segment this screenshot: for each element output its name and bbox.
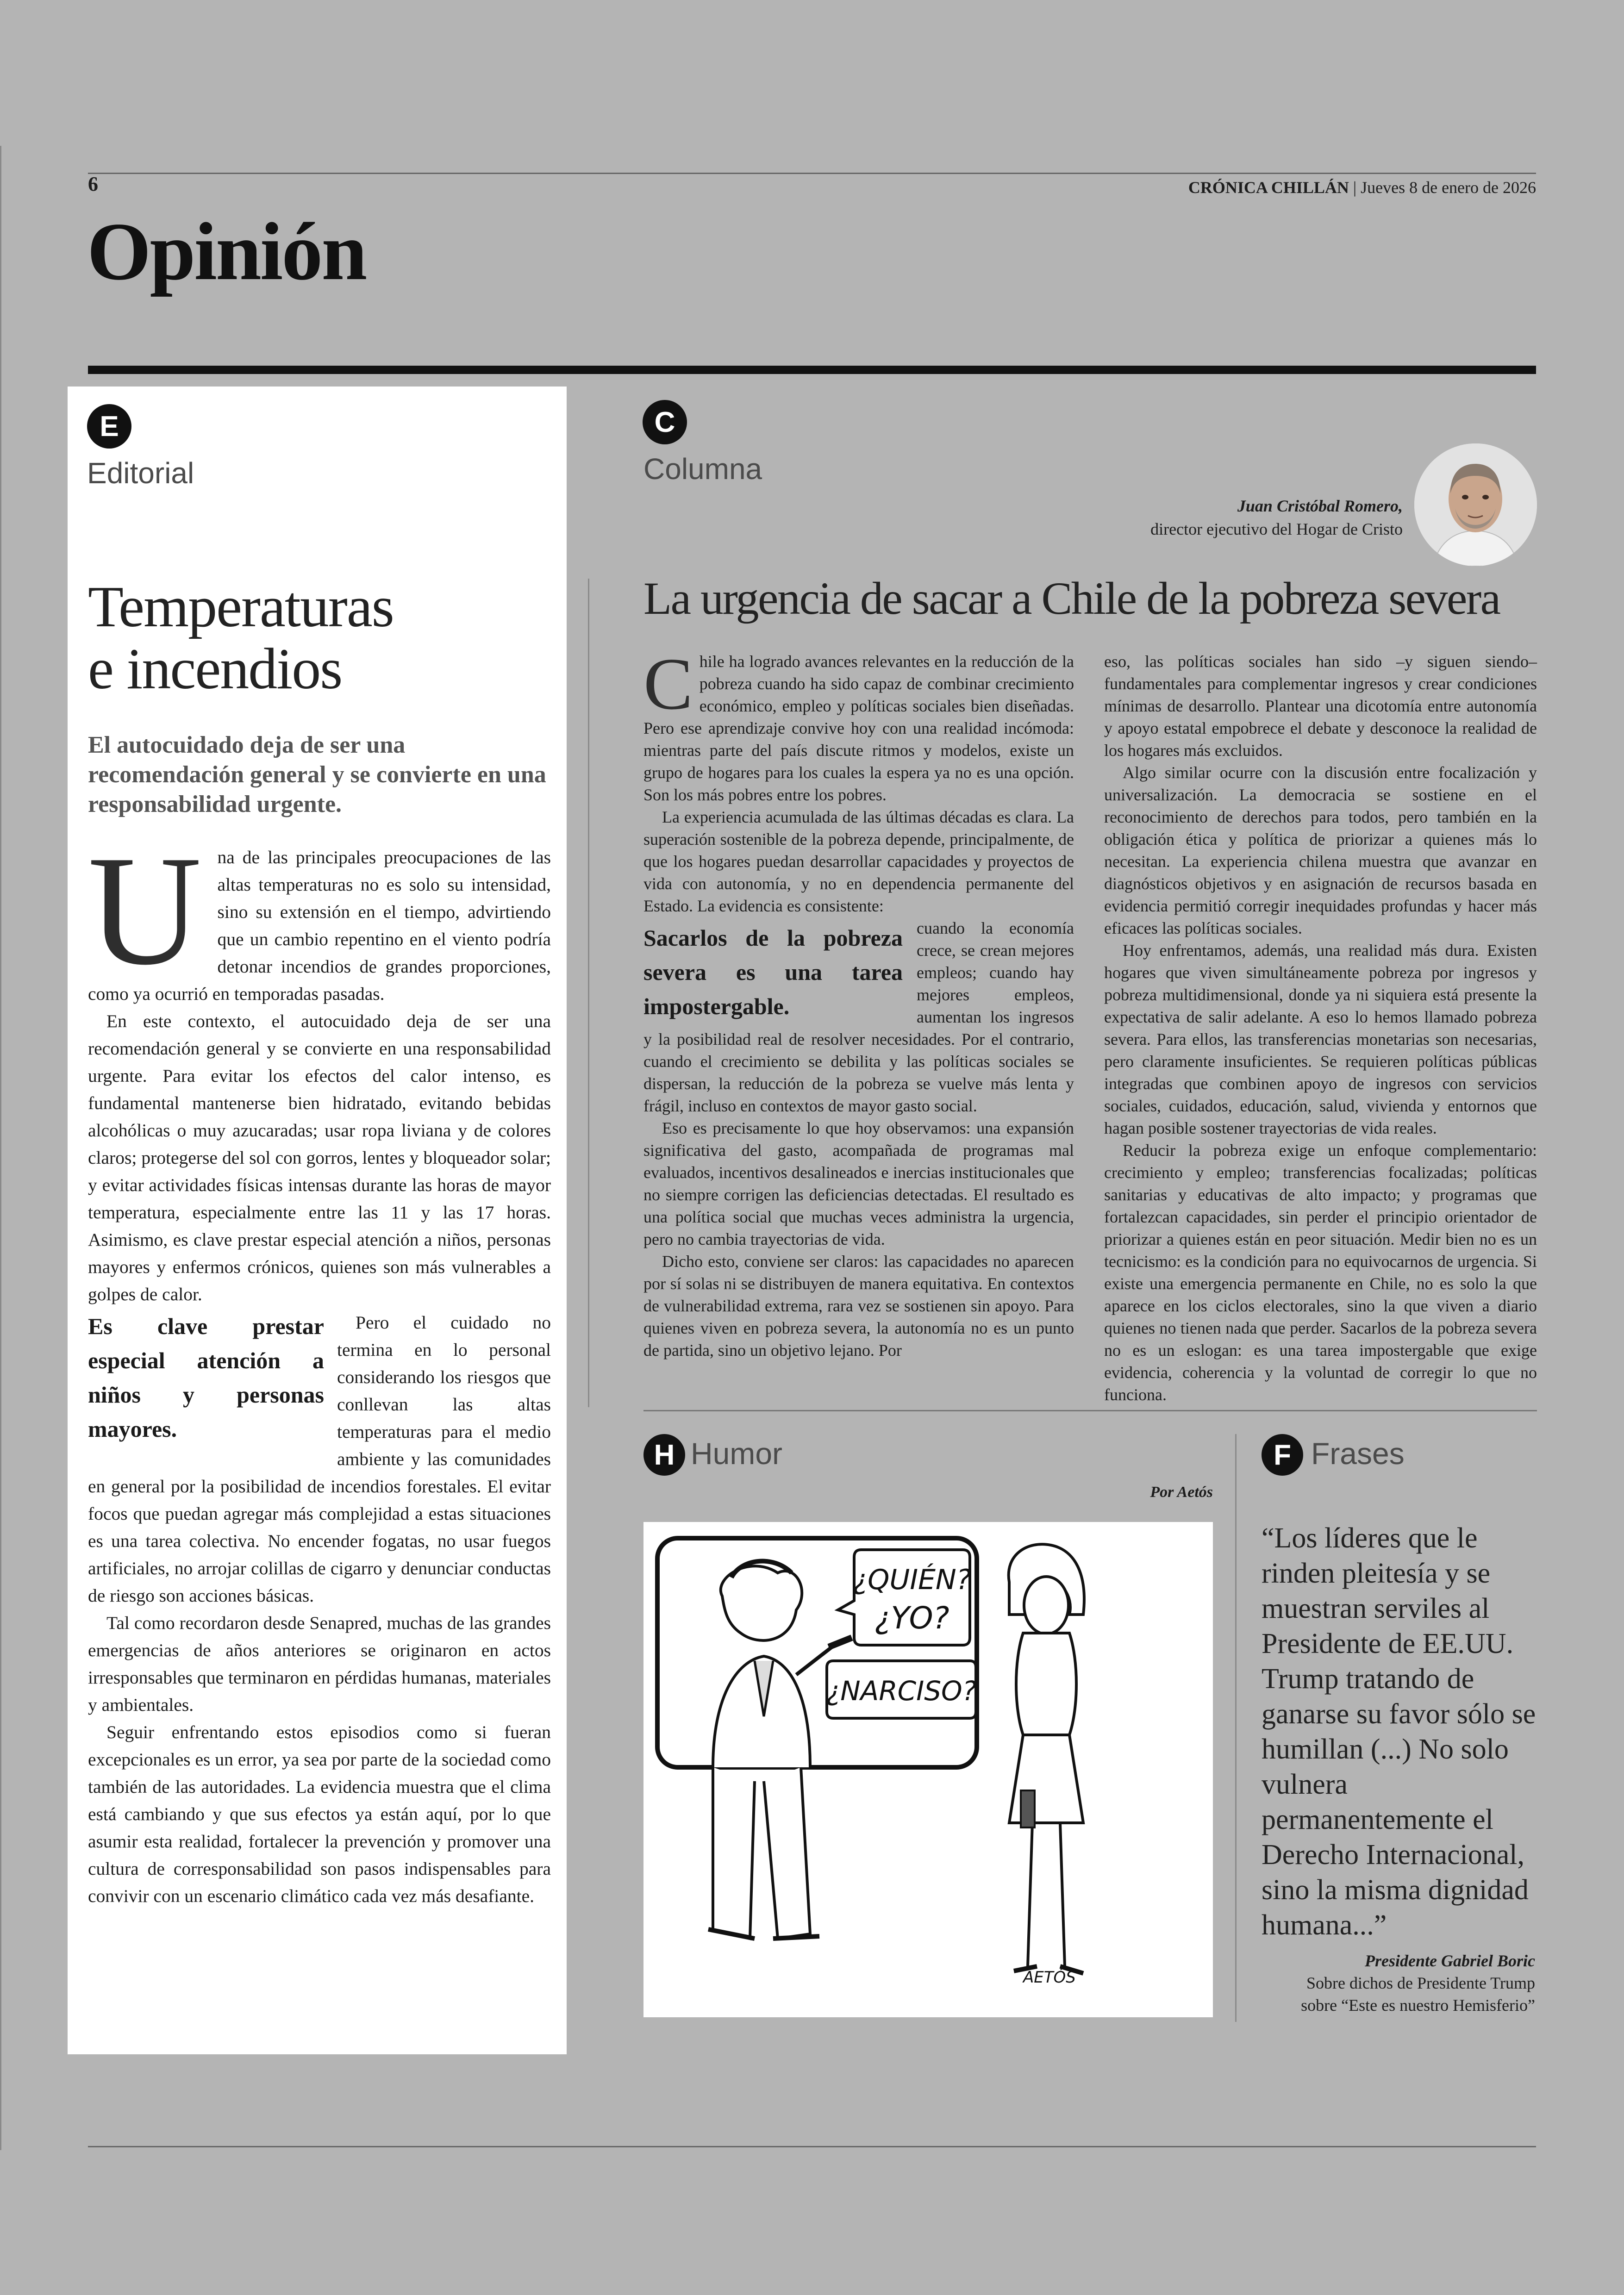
humor-frases-separator [1235, 1434, 1237, 2022]
top-rule [88, 173, 1536, 174]
column-paragraph-3: Eso es precisamente lo que hoy observamos: una expansión significativa del gasto, acompañada de programas mal evaluados, incentivos desalineados e inercias institucionales que no siempre corrigen las deficiencias detectadas. El resultado es una política social que muchas veces administra la urgencia, pero no cambia trayectorias de vida. [643, 1119, 1074, 1248]
column-paragraph-2: La experiencia acumulada de las últimas décadas es clara. La superación sostenible de la pobreza depende, principalmente, de que los hogares puedan desarrollar capacidades y proyectos de vida con autonomía, y no en dependencia permanente del Estado. La evidencia es consistente: [643, 808, 1074, 915]
editorial-column-separator [588, 579, 589, 1407]
editorial-label: Editorial [87, 456, 194, 490]
column-body-right [1104, 650, 1537, 1404]
author-portrait-illustration [1414, 443, 1537, 566]
cartoon-signature: AETÓS [1023, 1968, 1076, 1987]
frases-source-line2: sobre “Este es nuestro Hemisferio” [1301, 1996, 1535, 2014]
editorial-paragraph-5: Seguir enfrentando estos episodios como si fueran excepcionales es un error, ya sea por parte de la sociedad como también de las autoridades. La evidencia muestra que el clima está cambiando y que sus efectos ya están aquí, por lo que asumir esta realidad, fortalecer la prevención y promover una cultura de corresponsabilidad son pasos indispensables para convivir con un escenario climático cada vez más desafiante. [88, 1722, 551, 1906]
column-dropcap: C [643, 642, 693, 725]
bubble-line-1: ¿QUIÉN? [853, 1564, 971, 1596]
column-paragraph-5: eso, las políticas sociales han sido –y siguen siendo– fundamentales para complementar ingresos y crear condiciones mínimas de desarrollo. Plantear una dicotomía entre autonomía y apoyo estatal empobrece el debate y desconoce la realidad de los hogares más excluidos. [1104, 652, 1537, 760]
column-label: Columna [643, 452, 762, 486]
page-number: 6 [88, 173, 98, 195]
humor-badge: H [643, 1434, 685, 1476]
frases-quote: “Los líderes que le rinden pleitesía y se muestran serviles al Presidente de EE.UU. Trump tratando de ganarse su favor sólo se humillan (...) No solo vulnera permanentemente el Derecho Internacional, sino la misma dignidad humana...” [1262, 1522, 1536, 1941]
left-page-edge [0, 146, 1, 2150]
dateline [1188, 178, 1536, 197]
author-name: Juan Cristóbal Romero, [1237, 497, 1403, 515]
column-paragraph-8: Reducir la pobreza exige un enfoque complementario: crecimiento y empleo; transferencias focalizadas; políticas sanitarias y educativas de alto impacto; y programas que fortalezcan capacidades, sin perder el principio orientador de priorizar a quienes están en peor situación. Medir bien no es un tecnicismo: es la condición para no equivocarnos de urgencia. Si existe una emergencia permanente en Chile, no es solo la que aparece en los ciclos electorales, sino la que viven a diario quienes no tienen nada que perder. Sacarlos de la pobreza severa no es un eslogan: es una tarea impostergable que exige evidencia, coherencia y la voluntad de corregir lo que no funciona. [1104, 1141, 1537, 1404]
editorial-paragraph-4: Tal como recordaron desde Senapred, muchas de las grandes emergencias de años anteriores se originaron en actos irresponsables que terminaron en pérdidas humanas, materiales y ambientales. [88, 1613, 551, 1715]
section-divider [88, 366, 1536, 374]
column-title: La urgencia de sacar a Chile de la pobreza severa [643, 573, 1500, 624]
section-title: Opinión [87, 206, 366, 297]
humor-label: Humor [691, 1436, 783, 1471]
bubble-narciso: ¿NARCISO? [826, 1675, 977, 1707]
editorial-badge: E [87, 404, 131, 449]
column-bottom-rule [643, 1410, 1537, 1411]
frases-source-name: Presidente Gabriel Boric [1365, 1952, 1535, 1970]
author-photo [1414, 443, 1537, 566]
editorial-title-line2: e incendios [88, 637, 342, 701]
editorial-paragraph-1: na de las principales preocupaciones de las altas temperaturas no es solo su intensidad, sino su extensión en el tiempo, advirtiendo que un cambio repentino en el viento podría detonar incendios de grandes proporciones, como ya ocurrió en temporadas pasadas. [88, 847, 551, 1004]
humor-cartoon [643, 1522, 1213, 2017]
humor-credit: Por Aetós [1150, 1484, 1213, 1501]
frases-badge: F [1262, 1434, 1303, 1476]
editorial-paragraph-2: En este contexto, el autocuidado deja de ser una recomendación general y se convierte en una responsabilidad urgente. Para evitar los efectos del calor intenso, es fundamental mantenerse bien hidratado, evitando bebidas alcohólicas o muy azucaradas; usar ropa liviana y de colores claros; protegerse del sol con gorros, lentes y bloqueador solar; y evitar actividades físicas intensas durante las horas de mayor temperatura, especialmente entre las 11 y las 17 horas. Asimismo, es clave prestar especial atención a niños, personas mayores y enfermos crónicos, quienes son más vulnerables a golpes de calor. [88, 1011, 551, 1304]
frases-label: Frases [1311, 1436, 1405, 1471]
frases-source [1301, 1950, 1535, 2016]
column-author [1150, 494, 1403, 541]
editorial-paragraph-3: Pero el cuidado no termina en lo personal considerando los riesgos que conllevan las altas temperaturas para el medio ambiente y las comunidades en general por la posibilidad de incendios forestales. El evitar focos que puedan agregar más complejidad a estas situaciones es una tarea colectiva. No encender fogatas, no usar fuegos artificiales, no arrojar colillas de cigarro y denunciar conductas de riesgo son acciones básicas. [88, 1312, 551, 1606]
editorial-subtitle: El autocuidado deja de ser una recomendación general y se convierte en una responsabilidad urgente. [88, 732, 546, 817]
column-paragraph-4: Dicho esto, conviene ser claros: las capacidades no aparecen por sí solas ni se distribuyen de manera equitativa. En contextos de vulnerabilidad extrema, rara vez se sostienen sin apoyo. Para quienes viven en pobreza severa, la autonomía no es un punto de partida, sino un objetivo lejano. Por [643, 1252, 1074, 1360]
column-pullquote: Sacarlos de la pobreza severa es una tarea impostergable. [643, 925, 903, 1019]
editorial-pullquote: Es clave prestar especial atención a niños y personas mayores. [88, 1313, 324, 1442]
column-paragraph-6: Algo similar ocurre con la discusión entre focalización y universalización. La democracia se sostiene en el reconocimiento de derechos para todos, pero también en la obligación ética y política de priorizar a quienes más lo necesitan. La experiencia chilena muestra que avanzar en diagnósticos objetivos y en asignación de recursos basada en evidencia permitió corregir inequidades profundas y hacer más eficaces las políticas sociales. [1104, 763, 1537, 937]
column-body-left [643, 642, 1074, 1400]
column-paragraph-1: hile ha logrado avances relevantes en la reducción de la pobreza cuando ha sido capaz de combinar crecimiento económico, empleo y políticas sociales bien diseñadas. Pero ese aprendizaje convive hoy con una realidad incómoda: mientras parte del país discute ritmos y modelos, existe un grupo de hogares para los cuales la espera ya no es una opción. Son los más pobres entre los pobres. [643, 652, 1074, 804]
editorial-title-line1: Temperaturas [88, 575, 394, 639]
editorial-title [88, 576, 546, 700]
bubble-line-2: ¿YO? [874, 1600, 949, 1636]
editorial-dropcap: U [88, 823, 202, 998]
publication-name: CRÓNICA CHILLÁN [1188, 178, 1349, 197]
column-badge: C [643, 400, 687, 444]
frases-source-line1: Sobre dichos de Presidente Trump [1306, 1974, 1535, 1992]
bottom-rule [88, 2146, 1536, 2147]
issue-date: Jueves 8 de enero de 2026 [1361, 178, 1536, 197]
author-role: director ejecutivo del Hogar de Cristo [1150, 520, 1403, 538]
column-paragraph-7: Hoy enfrentamos, además, una realidad más dura. Existen hogares que viven simultáneamente pobreza por ingresos y pobreza multidimensional, donde ya ni siquiera está presente la expectativa de salir adelante. A eso lo hemos llamado pobreza severa. Para ellos, las transferencias monetarias son necesarias, pero claramente insuficientes. Se requieren políticas públicas integradas que combinen apoyo de ingresos con servicios sociales, cuidados, educación, salud, vivienda y entornos que hagan posible sostener trayectorias de vida reales. [1104, 941, 1537, 1137]
cartoon-illustration [643, 1522, 1213, 2017]
dateline-separator: | [1353, 178, 1361, 197]
editorial-body [88, 823, 551, 2024]
column-paragraph-2b: cuando la economía crece, se crean mejores empleos; cuando hay mejores empleos, aumentan los ingresos y la posibilidad real de resolver necesidades. Por el contrario, cuando el crecimiento se debilita y las políticas sociales se dispersan, la reducción de la pobreza se vuelve más lenta y frágil, incluso en contextos de mayor gasto social. [643, 919, 1074, 1115]
